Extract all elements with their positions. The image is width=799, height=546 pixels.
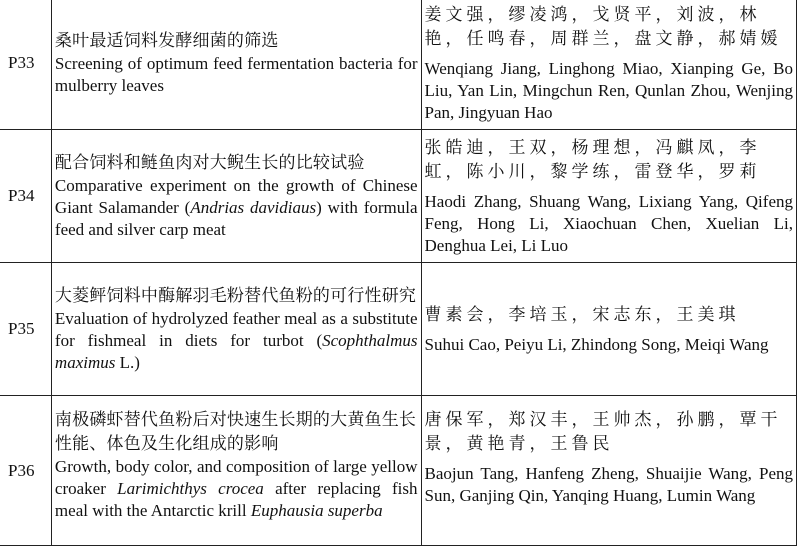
authors-zh: 曹素会，李培玉，宋志东，王美琪 (424, 304, 740, 325)
authors-en: Wenqiang Jiang, Linghong Miao, Xianping Ge, Bo Liu, Yan Lin, Mingchun Ren, Qunlan Zhou, Wenjing Pan, Jingyuan Hao (424, 58, 793, 122)
title-en: Screening of optimum feed fermentation bacteria for mulberry leaves (54, 54, 418, 95)
authors-zh: 唐保军，郑汉丰，王帅杰，孙鹏，覃干景，黄艳青，王鲁民 (424, 410, 782, 454)
authors-en: Baojun Tang, Hanfeng Zheng, Shuaijie Wang, Peng Sun, Ganjing Qin, Yanqing Huang, Lumin Wang (424, 464, 793, 505)
title-zh: 配合饲料和鲢鱼肉对大鲵生长的比较试验 (54, 153, 365, 173)
authors-en: Suhui Cao, Peiyu Li, Zhindong Song, Meiqi Wang (424, 334, 769, 354)
table-row (0, 0, 797, 130)
authors-zh: 张皓迪，王双，杨理想，冯麒凤，李虹，陈小川，黎学练，雷登华，罗莉 (424, 137, 761, 182)
title-en: Comparative experiment on the growth of Chinese Giant Salamander (Andrias davidiaus) with formula feed and silver carp meat (54, 176, 418, 239)
authors-cell (421, 396, 796, 546)
authors-en: Haodi Zhang, Shuang Wang, Lixiang Yang, Qifeng Feng, Hong Li, Xiaochuan Chen, Xuelian Li, Denghua Lei, Li Luo (424, 191, 793, 255)
title-zh: 南极磷虾替代鱼粉后对快速生长期的大黄鱼生长性能、体色及生化组成的影响 (54, 410, 417, 454)
authors-cell (421, 130, 796, 263)
species-name: Larimichthys crocea (117, 479, 264, 498)
title-en: Growth, body color, and composition of large yellow croaker Larimichthys crocea after replacing fish meal with the Antarctic krill Euphausia superba (54, 457, 418, 520)
row-id: P34 (0, 130, 51, 263)
species-name: Andrias davidiaus (190, 198, 317, 217)
authors-cell (421, 0, 796, 130)
row-id: P35 (0, 263, 51, 396)
table-row (0, 263, 797, 396)
authors-zh: 姜文强，缪凌鸿，戈贤平，刘波，林艳，任鸣春，周群兰，盘文静，郝婧媛 (424, 4, 782, 49)
title-en: Evaluation of hydrolyzed feather meal as a substitute for fishmeal in diets for turbot (Scophthalmus maximus L.) (54, 309, 418, 372)
table-row (0, 396, 797, 546)
title-cell (51, 0, 421, 130)
title-zh: 桑叶最适饲料发酵细菌的筛选 (54, 31, 279, 51)
species-name: Euphausia superba (250, 501, 383, 520)
title-zh: 大菱鲆饲料中酶解羽毛粉替代鱼粉的可行性研究 (54, 286, 417, 306)
row-id: P33 (0, 0, 51, 130)
title-cell (51, 263, 421, 396)
title-cell (51, 130, 421, 263)
table-row (0, 130, 797, 263)
species-name: Scophthalmus maximus (54, 331, 418, 372)
title-cell (51, 396, 421, 546)
authors-cell (421, 263, 796, 396)
row-id: P36 (0, 396, 51, 546)
